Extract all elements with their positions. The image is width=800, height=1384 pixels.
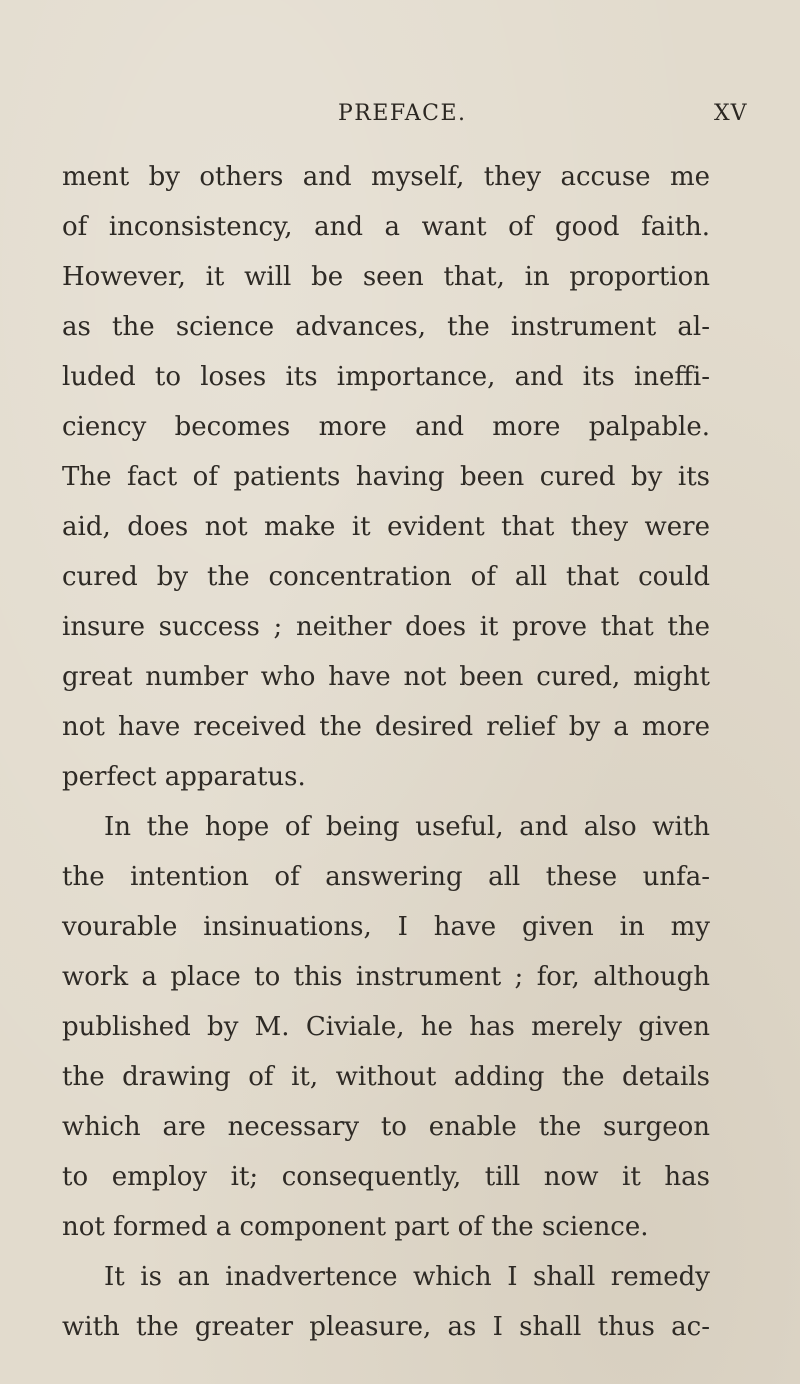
text-line: as the science advances, the instrument al- <box>62 312 710 342</box>
text-line: ciency becomes more and more palpable. <box>62 412 710 442</box>
text-line: with the greater pleasure, as I shall thus ac- <box>62 1312 710 1342</box>
text-line: However, it will be seen that, in proportion <box>62 262 710 292</box>
text-line: aid, does not make it evident that they were <box>62 512 710 542</box>
text-line: the drawing of it, without adding the details <box>62 1062 710 1092</box>
text-line: the intention of answering all these unfa- <box>62 862 710 892</box>
text-line: which are necessary to enable the surgeon <box>62 1112 710 1142</box>
text-line: not have received the desired relief by a more <box>62 712 710 742</box>
running-head <box>0 101 800 137</box>
text-line: luded to loses its importance, and its ineffi- <box>62 362 710 392</box>
text-line: cured by the concentration of all that could <box>62 562 710 592</box>
text-line: ment by others and myself, they accuse me <box>62 162 710 192</box>
paragraph-end-line: not formed a component part of the science. <box>62 1212 649 1242</box>
body-text <box>62 152 710 1352</box>
paragraph-start-line: It is an inadvertence which I shall remedy <box>104 1262 710 1292</box>
text-line: work a place to this instrument ; for, although <box>62 962 710 992</box>
text-line: to employ it; consequently, till now it has <box>62 1162 710 1192</box>
text-line: The fact of patients having been cured by its <box>62 462 710 492</box>
running-title: PREFACE. <box>338 101 467 126</box>
paragraph-start-line: In the hope of being useful, and also with <box>104 812 710 842</box>
text-line: vourable insinuations, I have given in my <box>62 912 710 942</box>
paragraph-end-line: perfect apparatus. <box>62 762 306 792</box>
text-line: published by M. Civiale, he has merely given <box>62 1012 710 1042</box>
page-number: XV <box>714 101 748 126</box>
text-line: insure success ; neither does it prove that the <box>62 612 710 642</box>
text-line: great number who have not been cured, might <box>62 662 710 692</box>
text-line: of inconsistency, and a want of good faith. <box>62 212 710 242</box>
